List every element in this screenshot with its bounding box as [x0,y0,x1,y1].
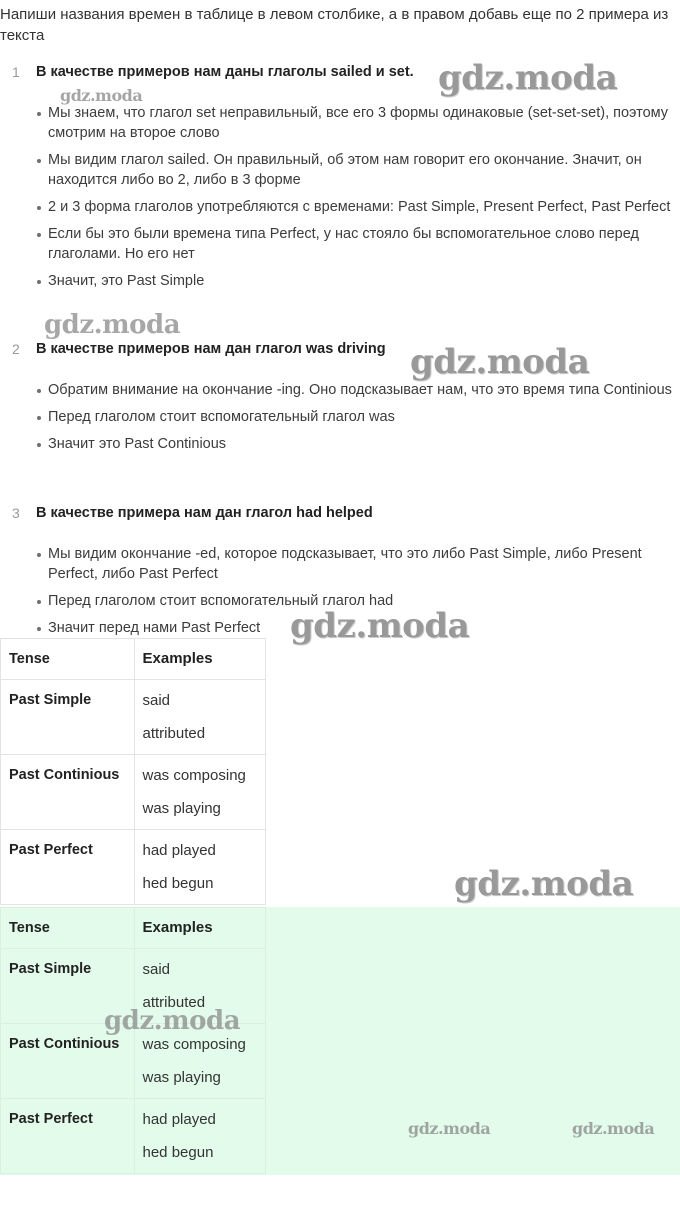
header-tense: Tense [1,639,135,680]
example: said [142,692,171,709]
step-bullets [36,103,680,298]
tense-cell: Past Continious [9,767,120,783]
task-text: Напиши названия времен в таблице в левом столбике, а в правом добавь еще по 2 примера из текста [0,6,669,44]
list-item: Мы видим окончание -ed, которое подсказывает, что это либо Past Simple, либо Present Perfect, либо Past Perfect [36,544,680,584]
example: said [142,961,171,978]
table-row [1,680,266,755]
examples-cell [143,755,258,825]
list-item: Значит это Past Continious [36,434,680,454]
header-examples: Examples [134,908,266,949]
table-row [1,830,266,905]
watermark: gdz.moda [408,1119,491,1138]
list-item: 2 и 3 форма глаголов употребляются с временами: Past Simple, Present Perfect, Past Perfect [36,197,680,217]
list-item: Если бы это были времена типа Perfect, у нас стояло бы вспомогательное слово перед глаголами. Но его нет [36,224,680,264]
tense-cell: Past Perfect [9,1111,93,1127]
list-item: Мы видим глагол sailed. Он правильный, об этом нам говорит его окончание. Значит, он находится либо во 2, либо в 3 форме [36,150,680,190]
list-item: Обратим внимание на окончание -ing. Оно подсказывает нам, что это время типа Continious [36,380,680,400]
tense-table [0,638,266,905]
step-heading: В качестве примера нам дан глагол had helped [36,505,373,521]
step-number: 3 [12,505,20,521]
list-item: Мы знаем, что глагол set неправильный, все его 3 формы одинаковые (set-set-set), поэтому смотрим на второе слово [36,103,680,143]
watermark: gdz.moda [44,310,181,340]
list-item: Значит перед нами Past Perfect [36,618,680,638]
example: attributed [142,725,206,742]
example: was playing [142,800,221,817]
list-item: Перед глаголом стоит вспомогательный глагол had [36,591,680,611]
tense-cell: Past Simple [9,961,92,977]
table-header-row [1,908,266,949]
examples-cell [143,830,258,900]
step-bullets [36,380,680,461]
table-row [1,755,266,830]
tense-cell: Past Continious [9,1036,120,1052]
table-header-row [1,639,266,680]
examples-cell [143,1099,258,1169]
example: was composing [142,767,246,784]
example: hed begun [142,875,214,892]
answer-table [0,907,266,1174]
step-number: 1 [12,64,20,80]
example: was playing [142,1069,221,1086]
step-number: 2 [12,341,20,357]
table-row [1,1099,266,1174]
example: was composing [142,1036,246,1053]
step-heading: В качестве примеров нам дан глагол was driving [36,341,386,357]
watermark: gdz.moda [572,1119,655,1138]
list-item: Перед глаголом стоит вспомогательный глагол was [36,407,680,427]
tense-cell: Past Perfect [9,842,93,858]
header-tense: Tense [1,908,135,949]
examples-cell [143,680,258,750]
watermark: gdz.moda [438,58,618,98]
list-item: Значит, это Past Simple [36,271,680,291]
tense-cell: Past Simple [9,692,92,708]
example: hed begun [142,1144,214,1161]
watermark: gdz.moda [290,606,470,646]
watermark: gdz.moda [60,86,143,105]
example: had played [142,1111,216,1128]
example: attributed [142,994,206,1011]
watermark: gdz.moda [454,864,634,904]
step-heading: В качестве примеров нам даны глаголы sailed и set. [36,64,414,80]
watermark: gdz.moda [104,1006,241,1036]
example: had played [142,842,216,859]
watermark: gdz.moda [410,342,590,382]
header-examples: Examples [134,639,266,680]
